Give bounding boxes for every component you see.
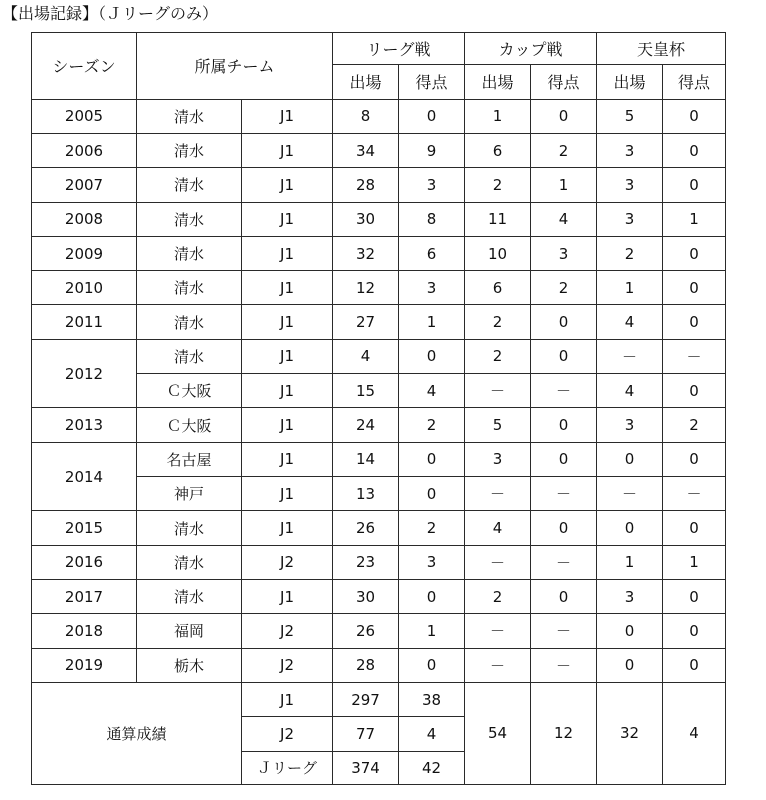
league-goals-cell: 3: [399, 271, 465, 305]
cup-goals-cell: 2: [531, 133, 597, 167]
appearance-record-table: [31, 32, 726, 785]
table-row: [32, 511, 726, 545]
table-row: [32, 614, 726, 648]
division-cell: J1: [242, 271, 333, 305]
cup-apps-cell: 5: [465, 408, 531, 442]
division-cell: J1: [242, 339, 333, 373]
season-cell: 2017: [32, 579, 137, 613]
table-row: [32, 99, 726, 133]
emperors-goals-cell: 0: [663, 579, 726, 613]
emperors-goals-cell: 0: [663, 236, 726, 270]
club-cell: 清水: [137, 236, 242, 270]
cup-apps-cell: 1: [465, 99, 531, 133]
emperors-goals-cell: 0: [663, 271, 726, 305]
cup-apps-cell: 2: [465, 305, 531, 339]
cup-apps-cell: －: [465, 477, 531, 511]
club-cell: 清水: [137, 545, 242, 579]
cup-apps-cell: 2: [465, 579, 531, 613]
emperors-apps-cell: 3: [597, 168, 663, 202]
emperors-goals-cell: 0: [663, 374, 726, 408]
league-apps-cell: 24: [333, 408, 399, 442]
table-row: [32, 305, 726, 339]
season-cell: 2016: [32, 545, 137, 579]
division-cell: J1: [242, 305, 333, 339]
header-league: リーグ戦: [333, 33, 465, 65]
league-goals-cell: 0: [399, 579, 465, 613]
cup-goals-cell: 3: [531, 236, 597, 270]
emperors-goals-cell: 1: [663, 545, 726, 579]
club-cell: 清水: [137, 168, 242, 202]
league-goals-cell: 3: [399, 545, 465, 579]
table-row: [32, 408, 726, 442]
header-league-goals: 得点: [399, 65, 465, 99]
emperors-apps-cell: 2: [597, 236, 663, 270]
club-cell: 清水: [137, 579, 242, 613]
season-cell: 2019: [32, 648, 137, 682]
emperors-apps-cell: 4: [597, 374, 663, 408]
cup-goals-cell: 0: [531, 305, 597, 339]
emperors-goals-cell: 0: [663, 648, 726, 682]
table-row: [32, 133, 726, 167]
cup-goals-cell: 0: [531, 339, 597, 373]
division-cell: J1: [242, 579, 333, 613]
division-cell: J1: [242, 236, 333, 270]
league-apps-cell: 12: [333, 271, 399, 305]
cup-goals-cell: 1: [531, 168, 597, 202]
division-cell: J2: [242, 545, 333, 579]
emperors-apps-cell: 0: [597, 442, 663, 476]
cup-goals-cell: 0: [531, 99, 597, 133]
league-goals-cell: 6: [399, 236, 465, 270]
division-cell: J2: [242, 648, 333, 682]
cup-apps-cell: 2: [465, 168, 531, 202]
emperors-goals-cell: 1: [663, 202, 726, 236]
header-emperors-goals: 得点: [663, 65, 726, 99]
table-row: [32, 236, 726, 270]
league-apps-cell: 27: [333, 305, 399, 339]
header-cup: カップ戦: [465, 33, 597, 65]
season-cell: 2006: [32, 133, 137, 167]
league-apps-cell: 30: [333, 579, 399, 613]
season-cell: 2014: [32, 442, 137, 511]
league-goals-cell: 1: [399, 614, 465, 648]
cup-apps-cell: 6: [465, 271, 531, 305]
table-row: [32, 271, 726, 305]
league-apps-cell: 28: [333, 648, 399, 682]
header-league-apps: 出場: [333, 65, 399, 99]
club-cell: 名古屋: [137, 442, 242, 476]
emperors-goals-cell: 0: [663, 614, 726, 648]
cup-goals-cell: 0: [531, 511, 597, 545]
season-cell: 2008: [32, 202, 137, 236]
cup-apps-cell: 6: [465, 133, 531, 167]
emperors-goals-cell: 0: [663, 99, 726, 133]
division-cell: J1: [242, 511, 333, 545]
season-cell: 2012: [32, 339, 137, 408]
season-cell: 2011: [32, 305, 137, 339]
season-cell: 2010: [32, 271, 137, 305]
totals-league-apps-cell: 374: [333, 751, 399, 784]
header-team: 所属チーム: [137, 33, 333, 100]
emperors-apps-cell: 3: [597, 133, 663, 167]
totals-league-apps-cell: 297: [333, 682, 399, 716]
emperors-goals-cell: 0: [663, 511, 726, 545]
season-cell: 2013: [32, 408, 137, 442]
emperors-apps-cell: 0: [597, 648, 663, 682]
cup-goals-cell: 0: [531, 579, 597, 613]
emperors-apps-cell: 3: [597, 202, 663, 236]
totals-emperors-goals-cell: 4: [663, 682, 726, 784]
league-apps-cell: 26: [333, 511, 399, 545]
header-cup-goals: 得点: [531, 65, 597, 99]
league-goals-cell: 8: [399, 202, 465, 236]
league-goals-cell: 1: [399, 305, 465, 339]
emperors-apps-cell: 3: [597, 408, 663, 442]
header-emperors-cup: 天皇杯: [597, 33, 726, 65]
league-apps-cell: 15: [333, 374, 399, 408]
club-cell: Ｃ大阪: [137, 408, 242, 442]
emperors-apps-cell: 0: [597, 511, 663, 545]
emperors-goals-cell: －: [663, 339, 726, 373]
table-row: [32, 579, 726, 613]
emperors-apps-cell: －: [597, 477, 663, 511]
cup-apps-cell: 2: [465, 339, 531, 373]
totals-label: 通算成績: [32, 682, 242, 784]
table-row: [32, 339, 726, 373]
league-apps-cell: 30: [333, 202, 399, 236]
table-row: [32, 168, 726, 202]
league-apps-cell: 14: [333, 442, 399, 476]
club-cell: Ｃ大阪: [137, 374, 242, 408]
club-cell: 清水: [137, 133, 242, 167]
division-cell: J1: [242, 202, 333, 236]
table-row: [32, 202, 726, 236]
club-cell: 清水: [137, 305, 242, 339]
header-row-top: [32, 33, 726, 65]
emperors-apps-cell: 0: [597, 614, 663, 648]
league-apps-cell: 13: [333, 477, 399, 511]
division-cell: J1: [242, 374, 333, 408]
league-goals-cell: 9: [399, 133, 465, 167]
club-cell: 清水: [137, 339, 242, 373]
cup-apps-cell: －: [465, 374, 531, 408]
emperors-apps-cell: 3: [597, 579, 663, 613]
table-row: [32, 374, 726, 408]
season-cell: 2009: [32, 236, 137, 270]
league-goals-cell: 4: [399, 374, 465, 408]
league-apps-cell: 8: [333, 99, 399, 133]
season-cell: 2015: [32, 511, 137, 545]
totals-division-cell: Ｊリーグ: [242, 751, 333, 784]
cup-goals-cell: －: [531, 545, 597, 579]
division-cell: J1: [242, 99, 333, 133]
table-row: [32, 648, 726, 682]
cup-apps-cell: －: [465, 545, 531, 579]
page-title: 【出場記録】（Ｊリーグのみ）: [2, 4, 219, 23]
table-row: [32, 545, 726, 579]
league-apps-cell: 32: [333, 236, 399, 270]
season-cell: 2005: [32, 99, 137, 133]
totals-league-apps-cell: 77: [333, 717, 399, 751]
emperors-goals-cell: 0: [663, 442, 726, 476]
league-goals-cell: 0: [399, 99, 465, 133]
club-cell: 栃木: [137, 648, 242, 682]
club-cell: 清水: [137, 99, 242, 133]
cup-apps-cell: 3: [465, 442, 531, 476]
division-cell: J1: [242, 442, 333, 476]
club-cell: 清水: [137, 271, 242, 305]
emperors-goals-cell: 0: [663, 133, 726, 167]
season-cell: 2007: [32, 168, 137, 202]
header-season: シーズン: [32, 33, 137, 100]
cup-goals-cell: 2: [531, 271, 597, 305]
header-cup-apps: 出場: [465, 65, 531, 99]
cup-apps-cell: 11: [465, 202, 531, 236]
league-goals-cell: 2: [399, 511, 465, 545]
totals-league-goals-cell: 4: [399, 717, 465, 751]
division-cell: J1: [242, 168, 333, 202]
totals-row: [32, 682, 726, 716]
totals-cup-apps-cell: 54: [465, 682, 531, 784]
cup-goals-cell: －: [531, 614, 597, 648]
emperors-goals-cell: 0: [663, 305, 726, 339]
cup-goals-cell: 0: [531, 408, 597, 442]
season-cell: 2018: [32, 614, 137, 648]
cup-goals-cell: －: [531, 374, 597, 408]
cup-goals-cell: －: [531, 648, 597, 682]
cup-goals-cell: 0: [531, 442, 597, 476]
league-goals-cell: 0: [399, 648, 465, 682]
division-cell: J1: [242, 477, 333, 511]
totals-emperors-apps-cell: 32: [597, 682, 663, 784]
league-apps-cell: 34: [333, 133, 399, 167]
league-goals-cell: 0: [399, 442, 465, 476]
header-emperors-apps: 出場: [597, 65, 663, 99]
club-cell: 福岡: [137, 614, 242, 648]
emperors-goals-cell: －: [663, 477, 726, 511]
cup-apps-cell: －: [465, 614, 531, 648]
division-cell: J2: [242, 614, 333, 648]
emperors-goals-cell: 2: [663, 408, 726, 442]
division-cell: J1: [242, 133, 333, 167]
emperors-apps-cell: －: [597, 339, 663, 373]
totals-cup-goals-cell: 12: [531, 682, 597, 784]
league-goals-cell: 0: [399, 477, 465, 511]
emperors-apps-cell: 4: [597, 305, 663, 339]
division-cell: J1: [242, 408, 333, 442]
club-cell: 神戸: [137, 477, 242, 511]
cup-apps-cell: 4: [465, 511, 531, 545]
emperors-apps-cell: 1: [597, 271, 663, 305]
cup-goals-cell: 4: [531, 202, 597, 236]
club-cell: 清水: [137, 511, 242, 545]
cup-goals-cell: －: [531, 477, 597, 511]
totals-league-goals-cell: 42: [399, 751, 465, 784]
totals-division-cell: J1: [242, 682, 333, 716]
league-apps-cell: 26: [333, 614, 399, 648]
totals-league-goals-cell: 38: [399, 682, 465, 716]
league-apps-cell: 4: [333, 339, 399, 373]
emperors-goals-cell: 0: [663, 168, 726, 202]
league-goals-cell: 0: [399, 339, 465, 373]
emperors-apps-cell: 5: [597, 99, 663, 133]
cup-apps-cell: 10: [465, 236, 531, 270]
table-row: [32, 442, 726, 476]
table-row: [32, 477, 726, 511]
totals-division-cell: J2: [242, 717, 333, 751]
cup-apps-cell: －: [465, 648, 531, 682]
club-cell: 清水: [137, 202, 242, 236]
league-goals-cell: 3: [399, 168, 465, 202]
emperors-apps-cell: 1: [597, 545, 663, 579]
league-goals-cell: 2: [399, 408, 465, 442]
league-apps-cell: 23: [333, 545, 399, 579]
league-apps-cell: 28: [333, 168, 399, 202]
